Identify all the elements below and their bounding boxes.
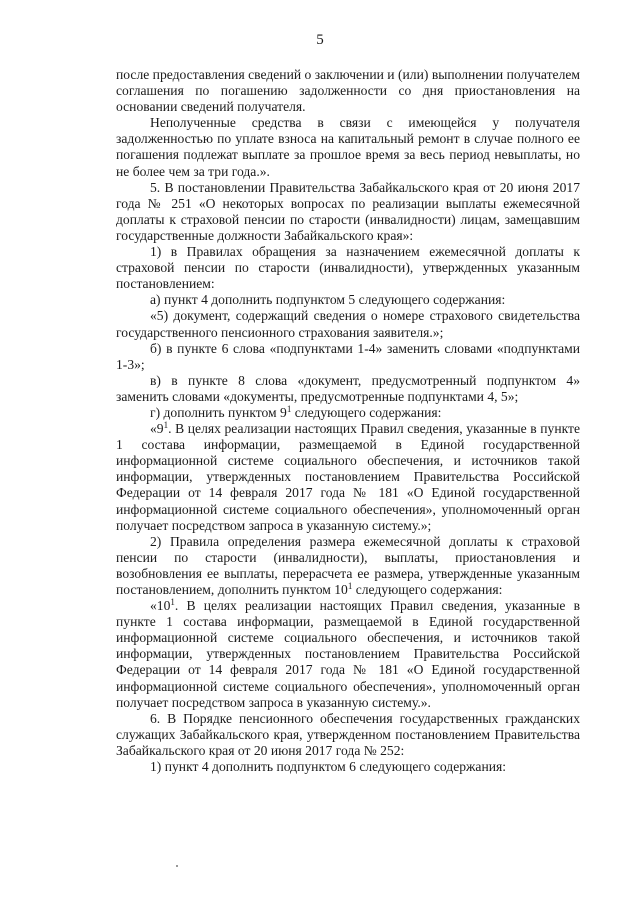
paragraph-quote-5: «5) документ, содержащий сведения о номере страхового свидетельства государственного пенсионного страхования заявителя.»; xyxy=(116,308,580,340)
paragraph-subitem-g xyxy=(116,405,580,421)
superscript: 1 xyxy=(286,403,292,414)
paragraph-text-part: г) дополнить пунктом 9 xyxy=(150,404,287,420)
paragraph-text-part: «10 xyxy=(150,598,171,614)
paragraph-quote-9-1 xyxy=(116,421,580,534)
paragraph-quote-10-1 xyxy=(116,598,580,711)
scan-speck xyxy=(176,865,178,867)
superscript: 1 xyxy=(170,597,175,608)
paragraph-unpaid-funds: Неполученные средства в связи с имеющейся у получателя задолженностью по уплате взноса на капитальный ремонт в случае полного ее погашения подлежат выплате за прошлое время за весь период невыплаты, но не более чем за три года.». xyxy=(116,115,580,179)
paragraph-text-part: следующего содержания: xyxy=(352,582,503,597)
paragraph-item-6-1: 1) пункт 4 дополнить подпунктом 6 следующего содержания: xyxy=(150,759,507,775)
paragraph-subitem-v: в) в пункте 8 слова «документ, предусмотренный подпунктом 4» заменить словами «документы, предусмотренные подпунктами 4, 5»; xyxy=(116,372,580,404)
page-number: 5 xyxy=(316,32,324,48)
paragraph-text-part: 2) Правила определения размера ежемесячной доплаты к страховой пенсии по старости (инвалидности), выплаты, приостановления и возобновления ее выплаты, перерасчета ее размера, утвержденные указанным постановлением, дополнить пунктом 10 xyxy=(116,533,580,597)
paragraph-subitem-a: а) пункт 4 дополнить подпунктом 5 следующего содержания: xyxy=(150,292,506,308)
paragraph-item-5-2 xyxy=(116,534,580,598)
paragraph-item-5: 5. В постановлении Правительства Забайкальского края от 20 июня 2017 года № 251 «О некоторых вопросах по реализации выплаты ежемесячной доплаты к страховой пенсии по старости (инвалидности) лицам, замещавшим государственные должности Забайкальского края»: xyxy=(116,179,580,243)
paragraph-item-6: 6. В Порядке пенсионного обеспечения государственных гражданских служащих Забайкальского края, утвержденном постановлением Правительства Забайкальского края от 20 июня 2017 года № 252: xyxy=(116,710,580,758)
document-body xyxy=(116,67,580,775)
superscript: 1 xyxy=(163,420,169,431)
paragraph-item-5-1: 1) в Правилах обращения за назначением ежемесячной доплаты к страховой пенсии по старости (инвалидности), утвержденных указанным постановлением: xyxy=(116,244,580,292)
paragraph-text-part: . В целях реализации настоящих Правил сведения, указанные в пункте 1 состава информации, размещаемой в Единой государственной информационной системе социального обеспечения, и источников такой информации, утвержденных постановлением Правительства Российской Федерации от 14 февраля 2017 года № 181 «О Единой государственной информационной системе социального обеспечения», уполномоченный орган получает посредством запроса в указанную систему.»; xyxy=(116,421,580,533)
paragraph-text-part: . В целях реализации настоящих Правил сведения, указанные в пункте 1 состава информации, размещаемой в Единой государственной информационной системе социального обеспечения, и источников такой информации, утвержденных постановлением Правительства Российской Федерации от 14 февраля 2017 года № 181 «О Единой государственной информационной системе социального обеспечения», уполномоченный орган получает посредством запроса в указанную систему.». xyxy=(116,598,580,710)
superscript: 1 xyxy=(347,581,353,591)
paragraph-text-part: следующего содержания: xyxy=(291,404,442,420)
paragraph-text-part: «9 xyxy=(150,421,164,437)
paragraph-subitem-b: б) в пункте 6 слова «подпунктами 1-4» заменить словами «подпунктами 1-3»; xyxy=(116,340,580,372)
paragraph-continuation: после предоставления сведений о заключении и (или) выполнении получателем соглашения по погашению задолженности со дня приостановления на основании сведений получателя. xyxy=(116,67,580,115)
